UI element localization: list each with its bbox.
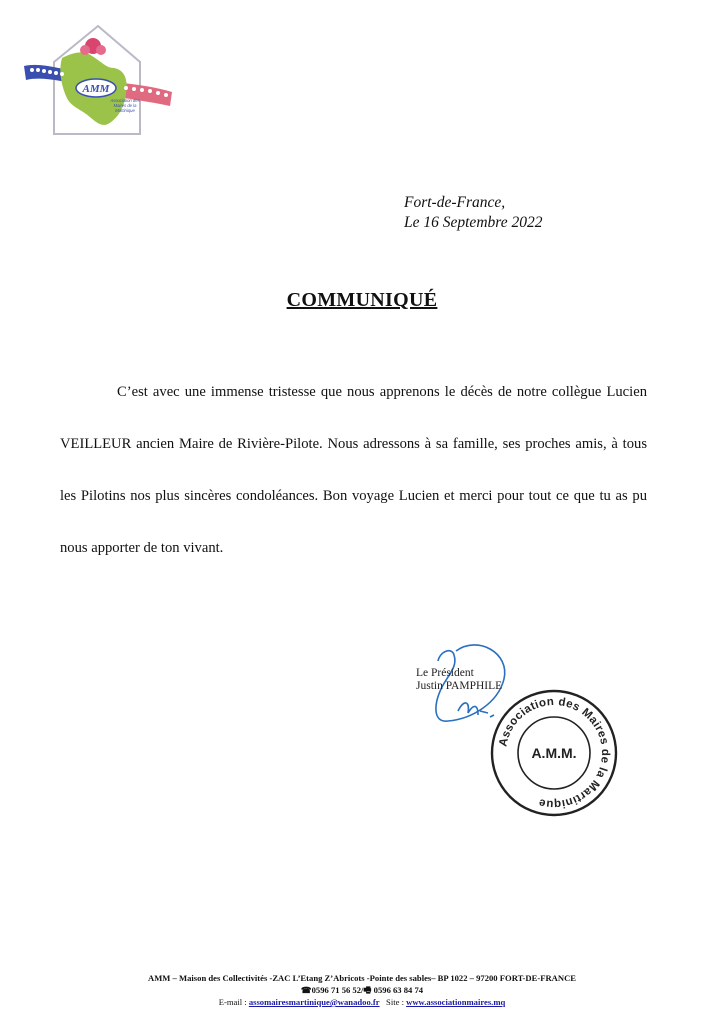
site-label: Site : xyxy=(386,997,404,1007)
amm-logo xyxy=(22,22,174,140)
page-title: COMMUNIQUÉ xyxy=(286,289,438,311)
communique-body xyxy=(60,366,647,574)
site-link[interactable]: www.associationmaires.mq xyxy=(406,997,506,1007)
logo-caption: Association des Maires de la Martinique xyxy=(110,98,140,113)
footer-phones: ☎0596 71 56 52/🖷 0596 63 84 74 xyxy=(300,985,424,995)
place-date-block xyxy=(404,193,542,233)
association-stamp xyxy=(486,685,622,821)
place: Fort-de-France, xyxy=(404,194,506,211)
signature-name: Justin PAMPHILE xyxy=(416,680,503,692)
stamp-ring-text: Association des Maires de la Martinique xyxy=(497,695,612,811)
body-paragraph: C’est avec une immense tristesse que nous apprenons le décès de notre collègue Lucien VEILLEUR ancien Maire de Rivière-Pilote. Nous adressons à sa famille, ses proches amis, à tous les Pilotins nos plus sincères condoléances. Bon voyage Lucien et merci pour tout ce que tu as pu nous apporter de ton vivant. xyxy=(60,384,647,556)
signature-title: Le Président xyxy=(416,667,474,679)
signature-block xyxy=(404,633,614,815)
date: Le 16 Septembre 2022 xyxy=(404,214,543,231)
email-label: E-mail : xyxy=(218,997,247,1007)
logo-text: AMM xyxy=(82,83,110,95)
footer xyxy=(0,972,724,1008)
stamp-center-text: A.M.M. xyxy=(531,745,577,761)
footer-contacts xyxy=(0,996,724,1008)
email-link[interactable]: assomairesmartinique@wanadoo.fr xyxy=(248,997,380,1007)
footer-address: AMM – Maison des Collectivités -ZAC L’Etang Z’Abricots -Pointe des sables– BP 1022 – 97200 FORT-DE-FRANCE xyxy=(147,973,577,983)
